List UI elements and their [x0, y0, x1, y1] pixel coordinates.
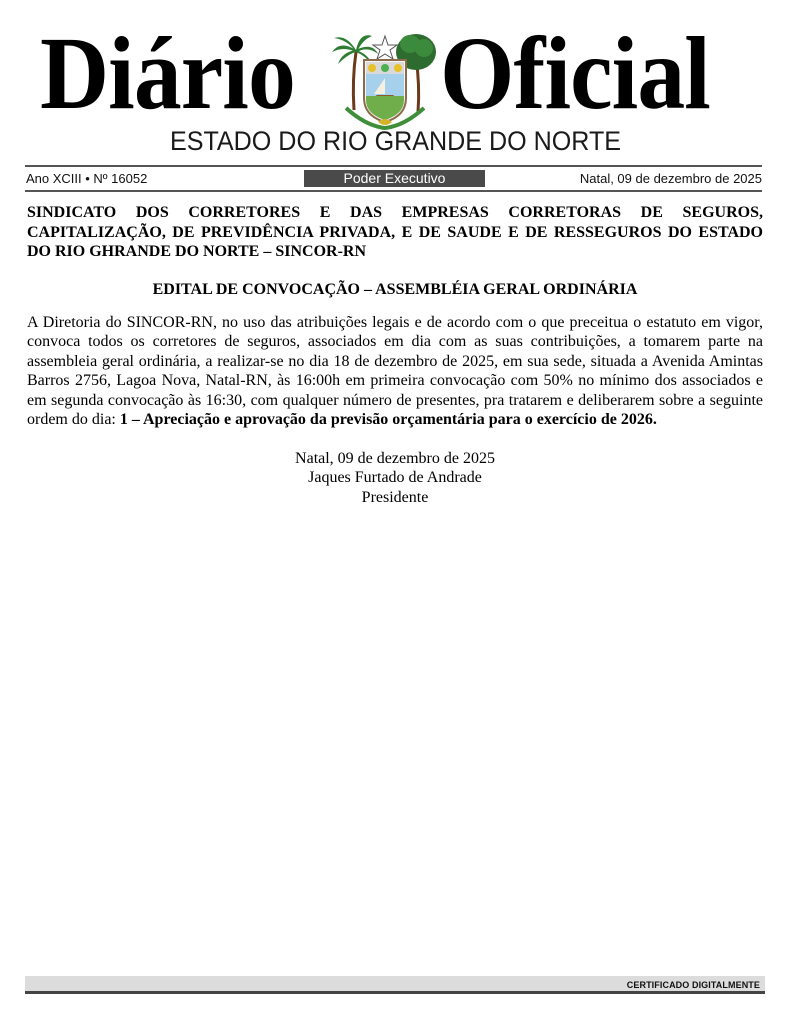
signatory-role: Presidente [361, 488, 429, 506]
notice-content [27, 203, 763, 507]
notice-body [27, 313, 763, 430]
edition-number: Ano XCIII • Nº 16052 [26, 171, 148, 186]
masthead-title-left: Diário [40, 16, 295, 131]
digital-certification-label: CERTIFICADO DIGITALMENTE [626, 980, 760, 990]
publication-date: Natal, 09 de dezembro de 2025 [579, 171, 762, 186]
signatory-name: Jaques Furtado de Andrade [308, 469, 482, 486]
notice-title: EDITAL DE CONVOCAÇÃO – ASSEMBLÉIA GERAL ORDINÁRIA [152, 280, 638, 298]
edition-info-bar [25, 168, 762, 190]
notice-body-text: A Diretoria do SINCOR-RN, no uso das atribuições legais e de acordo com o que preceitua o estatuto em vigor, convoca todos os corretores de seguros, associados em dia com as suas contribuições, a tomarem parte na assembleia geral ordinária, a realizar-se no dia 18 de dezembro de 2025, em sua sede, situada a Avenida Amintas Barros 2756, Lagoa Nova, Natal-RN, às 16:00h em primeira convocação com 50% no mínimo dos associados e em segunda convocação às 16:30, com qualquer número de presentes, pra tratarem e deliberarem sobre a seguinte ordem do dia: [27, 313, 763, 428]
masthead [0, 0, 791, 160]
organization-name: SINDICATO DOS CORRETORES E DAS EMPRESAS CORRETORAS DE SEGUROS, CAPITALIZAÇÃO, DE PREVIDÊNCIA PRIVADA, E DE SAUDE E DE RESSEGUROS DO ESTADO DO RIO GHRANDE DO NORTE – SINCOR-RN [27, 204, 763, 260]
masthead-title-right: Oficial [440, 16, 710, 131]
header-divider-top [25, 165, 762, 167]
signature-block [27, 449, 763, 508]
header-divider-bottom [25, 190, 762, 192]
coat-of-arms-icon [326, 30, 444, 130]
masthead-subtitle: ESTADO DO RIO GRANDE DO NORTE [169, 126, 622, 156]
agenda-item: 1 – Apreciação e aprovação da previsão orçamentária para o exercício de 2026. [119, 411, 657, 428]
section-label: Poder Executivo [304, 170, 485, 187]
certification-footer [25, 976, 765, 994]
signature-place-date: Natal, 09 de dezembro de 2025 [295, 449, 495, 467]
